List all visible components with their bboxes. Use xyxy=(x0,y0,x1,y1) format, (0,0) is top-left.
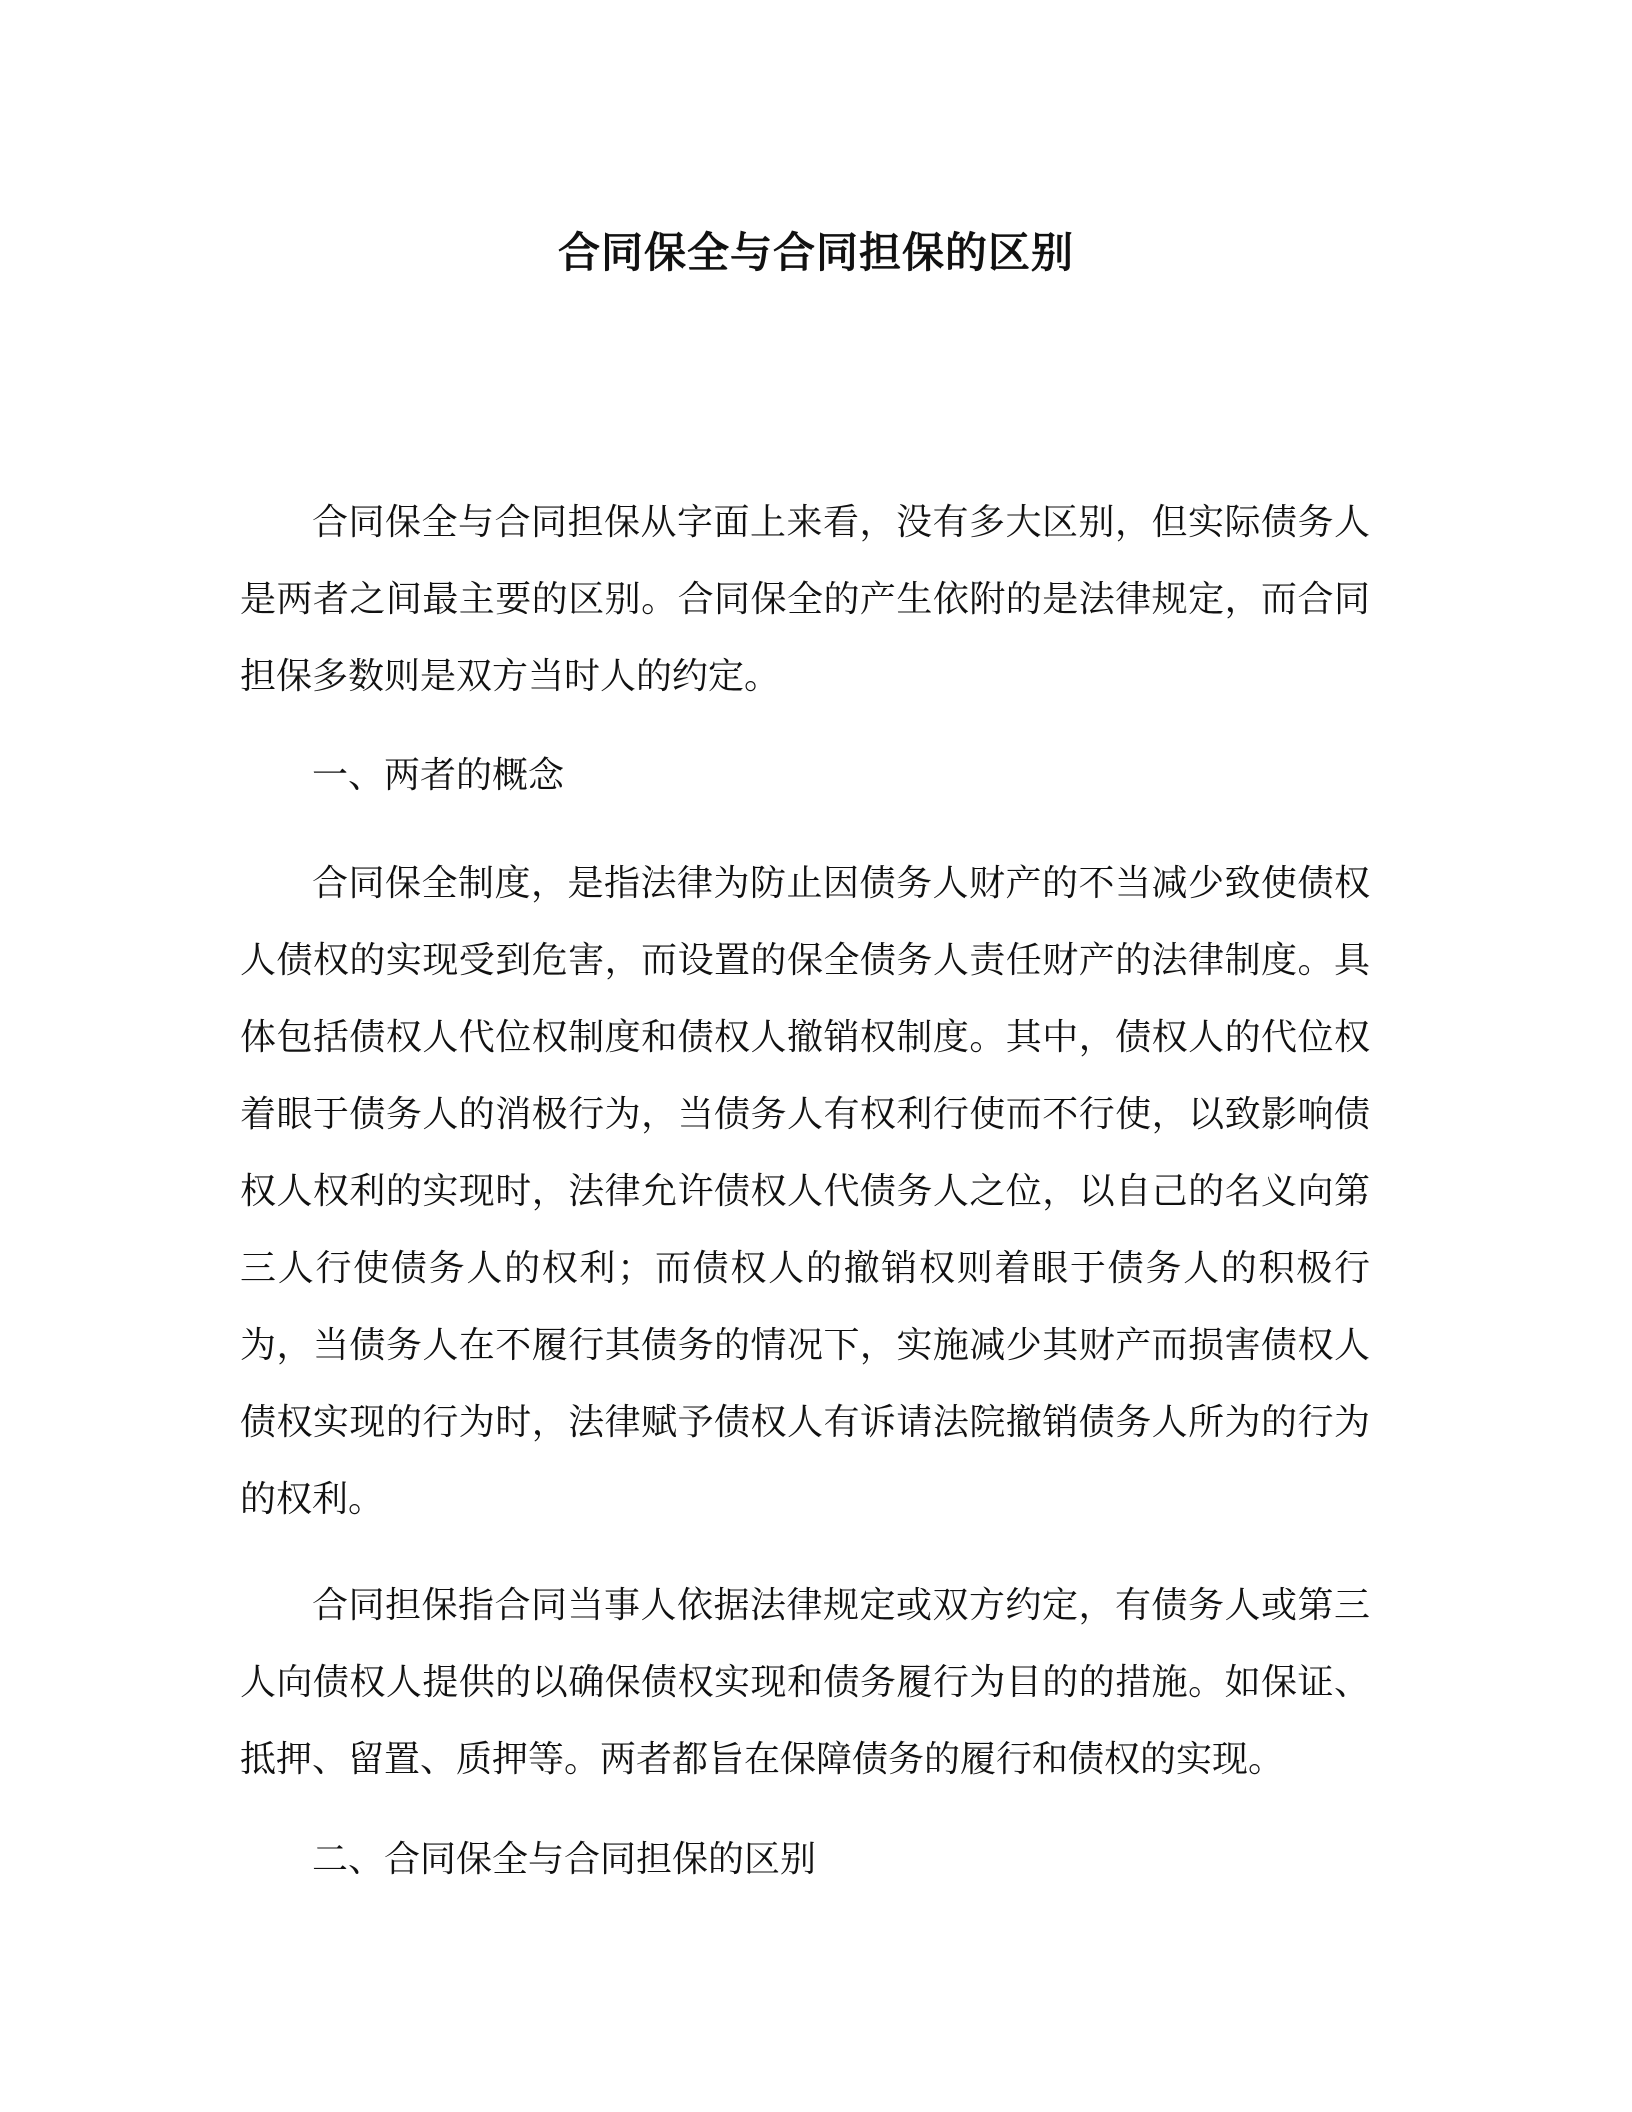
contract-preservation-paragraph: 合同保全制度，是指法律为防止因债务人财产的不当减少致使债权人债权的实现受到危害，而设置的保全债务人责任财产的法律制度。具体包括债权人代位权制度和债权人撤销权制度。其中，债权人的代位权着眼于债务人的消极行为，当债务人有权利行使而不行使，以致影响债权人权利的实现时，法律允许债权人代债务人之位，以自己的名义向第三人行使债务人的权利；而债权人的撤销权则着眼于债务人的积极行为，当债务人在不履行其债务的情况下，实施减少其财产而损害债权人债权实现的行为时，法律赋予债权人有诉请法院撤销债务人所为的行为的权利。 xyxy=(240,863,1370,1520)
section-heading-concepts: 一、两者的概念 xyxy=(312,755,565,796)
document-title: 合同保全与合同担保的区别 xyxy=(557,228,1074,277)
contract-guarantee-paragraph: 合同担保指合同当事人依据法律规定或双方约定，有债务人或第三人向债权人提供的以确保债权实现和债务履行为目的的措施。如保证、抵押、留置、质押等。两者都旨在保障债务的履行和债权的实现。 xyxy=(240,1585,1370,1780)
section-heading-differences: 二、合同保全与合同担保的区别 xyxy=(312,1839,817,1880)
intro-paragraph: 合同保全与合同担保从字面上来看，没有多大区别，但实际债务人是两者之间最主要的区别。合同保全的产生依附的是法律规定，而合同担保多数则是双方当时人的约定。 xyxy=(240,502,1370,697)
